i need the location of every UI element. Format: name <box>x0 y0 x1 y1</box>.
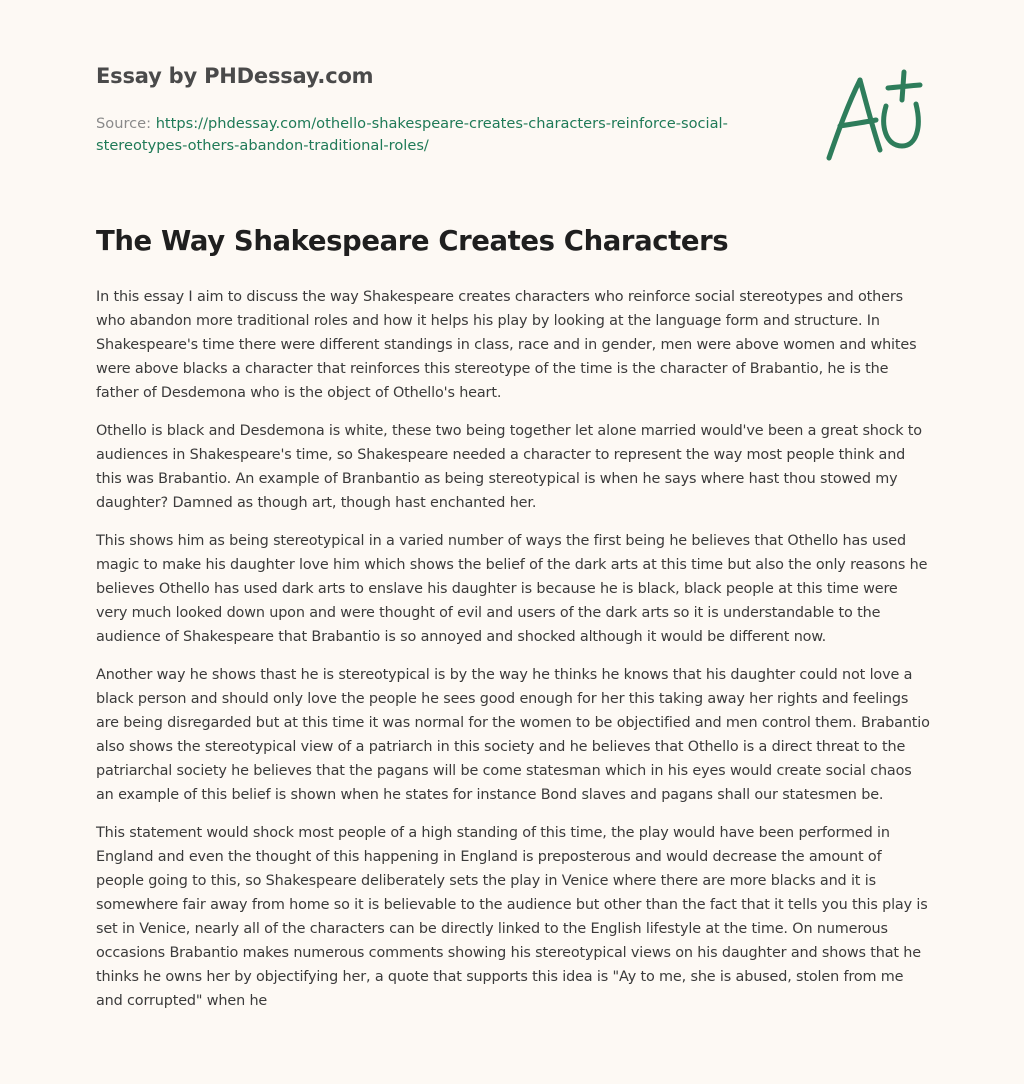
site-brand: Essay by PHDessay.com <box>96 64 374 88</box>
source-link[interactable]: https://phdessay.com/othello-shakespeare-creates-characters-reinforce-social-stereotypes-others-abandon-traditional-roles/ <box>96 115 728 154</box>
source-line <box>96 113 796 157</box>
essay-title: The Way Shakespeare Creates Characters <box>96 225 729 257</box>
a-plus-logo-icon <box>818 66 930 164</box>
paragraph: Othello is black and Desdemona is white, these two being together let alone married would've been a great shock to audiences in Shakespeare's time, so Shakespeare needed a character to represent the way most people think and this was Brabantio. An example of Branbantio as being stereotypical is when he says where hast thou stowed my daughter? Damned as though art, though hast enchanted her. <box>96 423 922 511</box>
paragraph: In this essay I aim to discuss the way Shakespeare creates characters who reinforce social stereotypes and others who abandon more traditional roles and how it helps his play by looking at the language form and structure. In Shakespeare's time there were different standings in class, race and in gender, men were above women and whites were above blacks a character that reinforces this stereotype of the time is the character of Brabantio, he is the father of Desdemona who is the object of Othello's heart. <box>96 289 917 401</box>
source-label: Source: <box>96 115 152 132</box>
paragraph: This shows him as being stereotypical in a varied number of ways the first being he believes that Othello has used magic to make his daughter love him which shows the belief of the dark arts at this time but also the only reasons he believes Othello has used dark arts to enslave his daughter is because he is black, black people at this time were very much looked down upon and were thought of evil and users of the dark arts so it is understandable to the audience of Shakespeare that Brabantio is so annoyed and shocked although it would be different now. <box>96 533 928 645</box>
essay-body <box>96 285 930 1027</box>
paragraph: This statement would shock most people of a high standing of this time, the play would have been performed in England and even the thought of this happening in England is preposterous and would decrease the amount of people going to this, so Shakespeare deliberately sets the play in Venice where there are more blacks and it is somewhere fair away from home so it is believable to the audience but other than the fact that it tells you this play is set in Venice, nearly all of the characters can be directly linked to the English lifestyle at the time. On numerous occasions Brabantio makes numerous comments showing his stereotypical views on his daughter and shows that he thinks he owns her by objectifying her, a quote that supports this idea is "Ay to me, she is abused, stolen from me and corrupted" when he <box>96 825 928 1009</box>
paragraph: Another way he shows thast he is stereotypical is by the way he thinks he knows that his daughter could not love a black person and should only love the people he sees good enough for her this taking away her rights and feelings are being disregarded but at this time it was normal for the women to be objectified and men control them. Brabantio also shows the stereotypical view of a patriarch in this society and he believes that Othello is a direct threat to the patriarchal society he believes that the pagans will be come statesman which in his eyes would create social chaos an example of this belief is shown when he states for instance Bond slaves and pagans shall our statesmen be. <box>96 667 930 803</box>
